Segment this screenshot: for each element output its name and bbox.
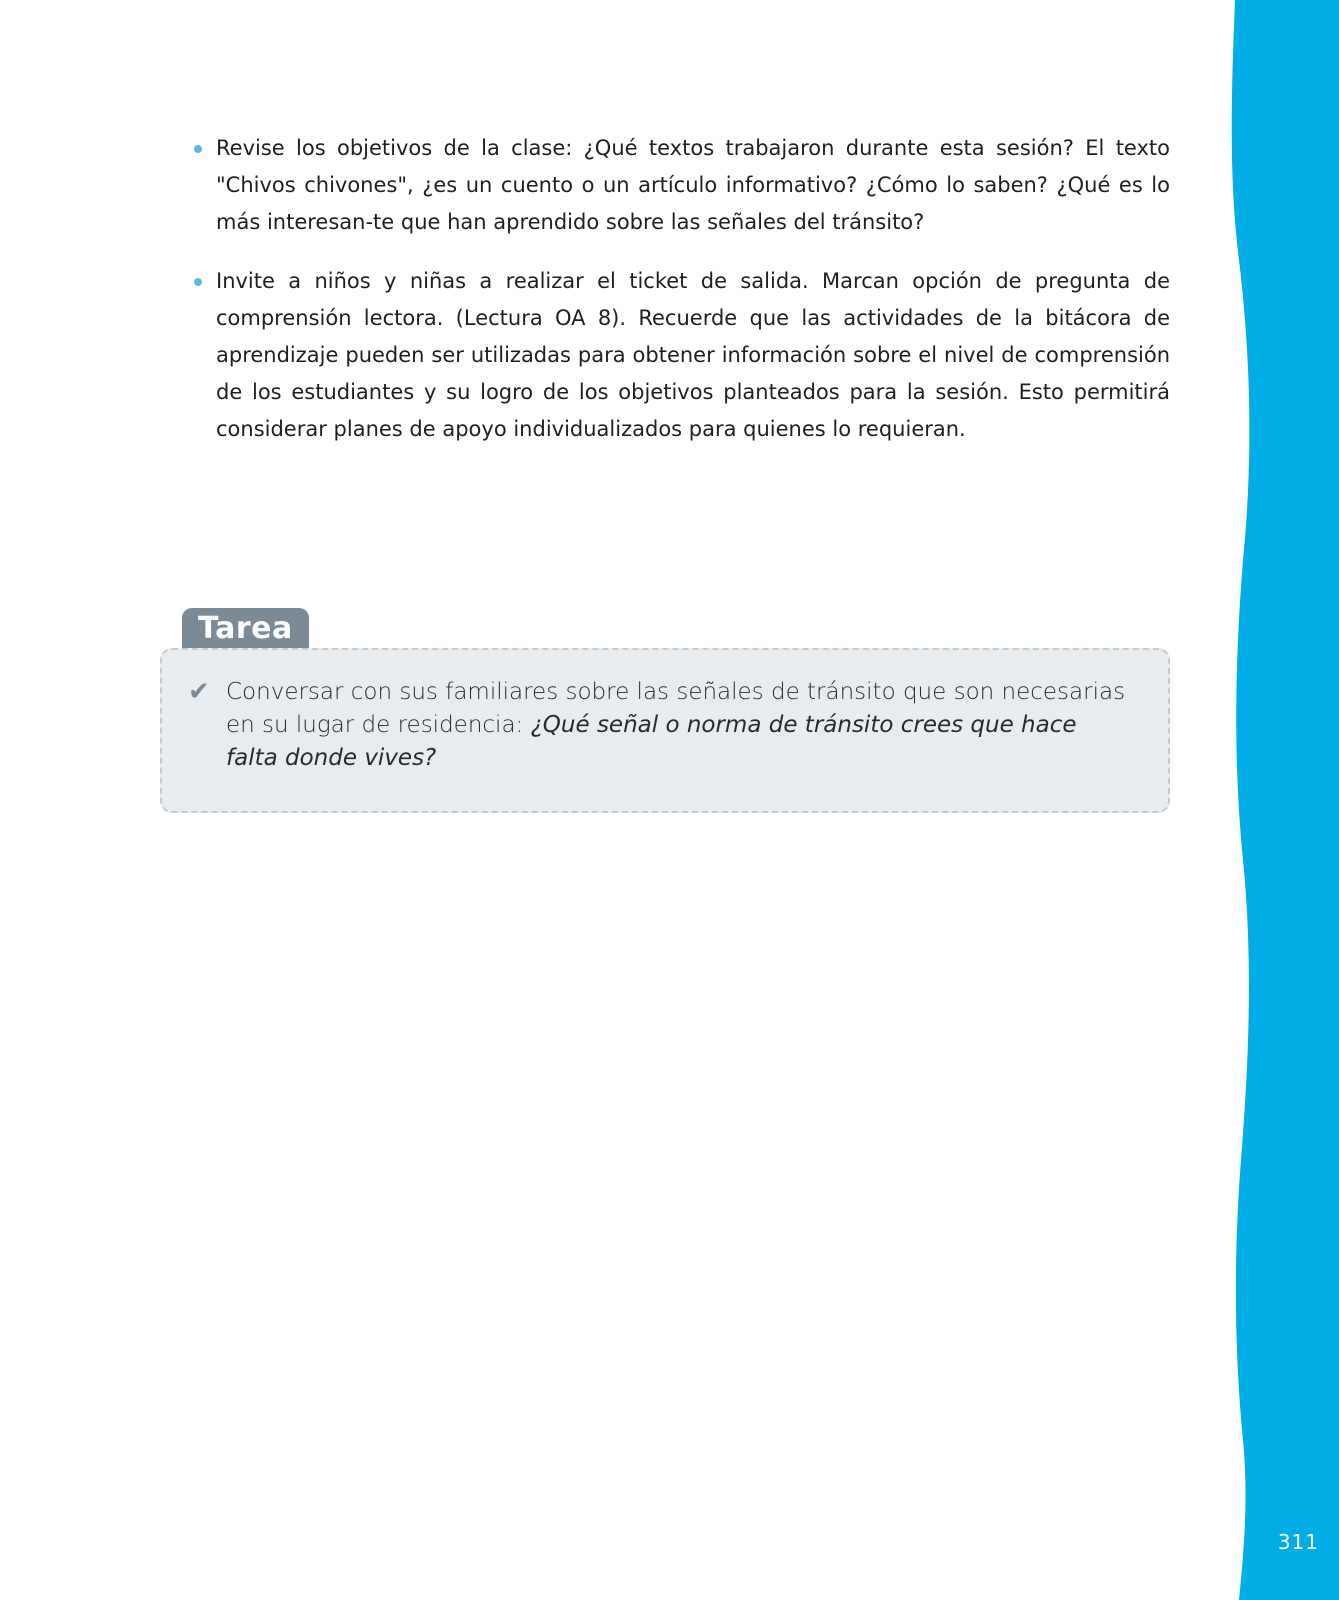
- tarea-instruction: Conversar con sus familiares sobre las señales de tránsito que son necesarias en su lugar de residencia:: [226, 679, 1126, 738]
- tarea-section: [160, 608, 1170, 813]
- bullet-dot-icon: [194, 145, 202, 153]
- bullet-item: [190, 263, 1170, 448]
- bullet-list: [190, 130, 1170, 448]
- bullet-text: Invite a niños y niñas a realizar el ticket de salida. Marcan opción de pregunta de comprensión lectora. (Lectura OA 8). Recuerde que las actividades de la bitácora de aprendizaje pueden ser utilizadas para obtener información sobre el nivel de comprensión de los estudiantes y su logro de los objetivos planteados para la sesión. Esto permitirá considerar planes de apoyo individualizados para quienes lo requieran.: [216, 269, 1170, 441]
- tarea-title: Tarea: [182, 608, 309, 648]
- tarea-text: [226, 676, 1128, 775]
- tarea-box: [160, 648, 1170, 813]
- side-band: [1229, 0, 1339, 1600]
- page-number: 311: [1277, 1530, 1319, 1554]
- tarea-question: ¿Qué señal o norma de tránsito crees que hace falta donde vives?: [226, 712, 1077, 771]
- side-band-shape: [1229, 0, 1339, 1600]
- checkmark-icon: ✔: [188, 677, 210, 707]
- bullet-text: Revise los objetivos de la clase: ¿Qué textos trabajaron durante esta sesión? El texto "Chivos chivones", ¿es un cuento o un artículo informativo? ¿Cómo lo saben? ¿Qué es lo más interesan-te que han aprendido sobre las señales del tránsito?: [216, 136, 1170, 234]
- main-content: [190, 130, 1170, 470]
- bullet-item: [190, 130, 1170, 241]
- bullet-dot-icon: [194, 278, 202, 286]
